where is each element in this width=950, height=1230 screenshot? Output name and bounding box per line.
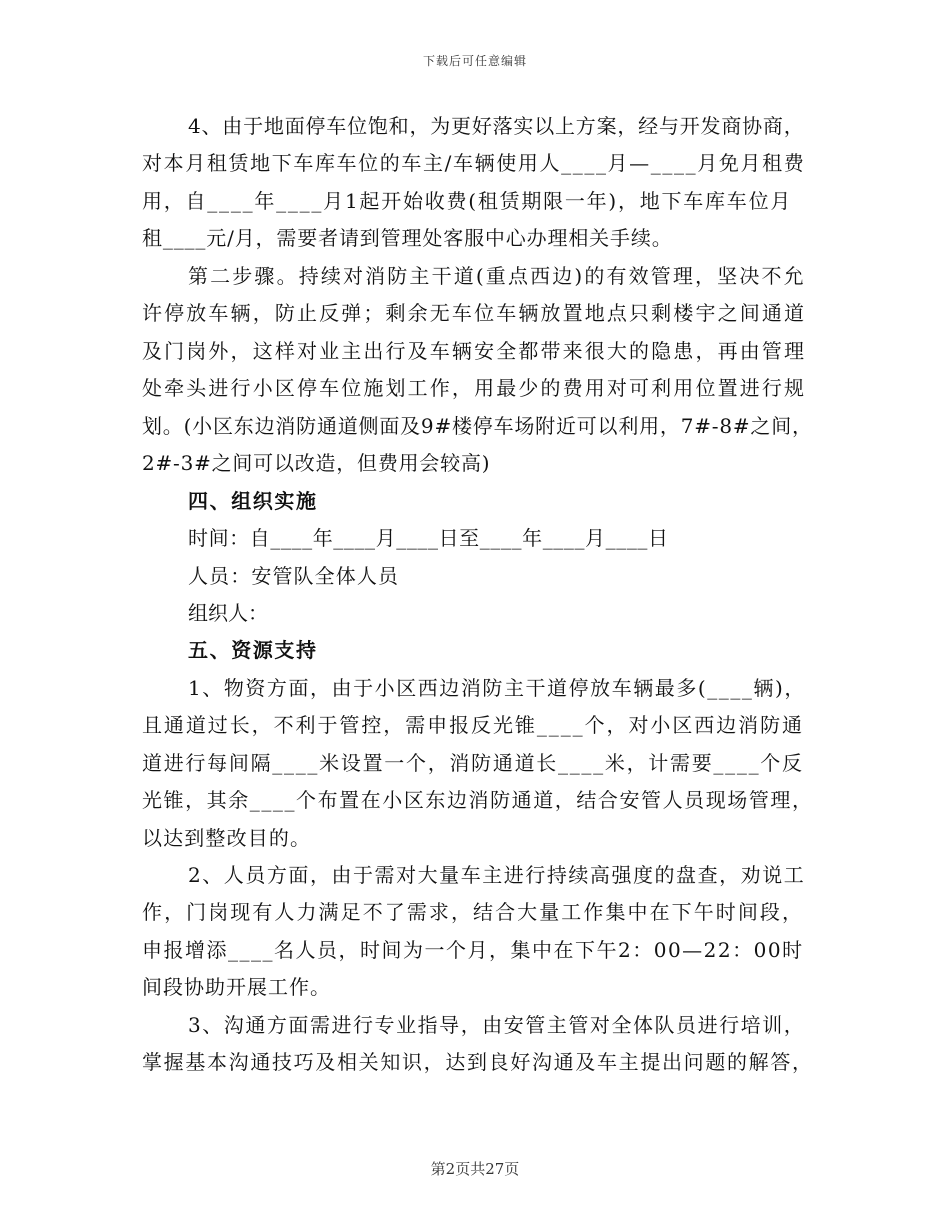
paragraph-line: 2#-3#之间可以改造，但费用会较高) (142, 451, 491, 475)
section-heading: 五、资源支持 (188, 638, 318, 662)
paragraph-line: 以达到整改目的。 (142, 826, 312, 850)
paragraph-line: 租____元/月，需要者请到管理处客服中心办理相关手续。 (142, 226, 673, 250)
paragraph-line: 及门岗外，这样对业主出行及车辆安全都带来很大的隐患，再由管理 (142, 339, 807, 363)
paragraph-line: 划。(小区东边消防通道侧面及9#楼停车场附近可以利用，7#-8#之间， (142, 414, 813, 438)
page-header: 下载后可任意编辑 (422, 54, 527, 68)
paragraph-line: 1、物资方面，由于小区西边消防主干道停放车辆最多(____辆)， (188, 676, 806, 700)
paragraph-line: 许停放车辆，防止反弹；剩余无车位车辆放置地点只剩楼宇之间通道 (142, 301, 807, 325)
paragraph-line: 人员：安管队全体人员 (188, 564, 400, 588)
paragraph-line: 处牵头进行小区停车位施划工作，用最少的费用对可利用位置进行规 (142, 376, 807, 400)
paragraph-line: 掌握基本沟通技巧及相关知识，达到良好沟通及车主提出问题的解答， (142, 1050, 814, 1074)
paragraph-line: 作，门岗现有人力满足不了需求，结合大量工作集中在下午时间段， (142, 900, 805, 924)
paragraph-line: 3、沟通方面需进行专业指导，由安管主管对全体队员进行培训， (188, 1013, 806, 1037)
paragraph-line: 对本月租赁地下车库车位的车主/车辆使用人____月—____月免月租费 (142, 151, 806, 175)
paragraph-line: 用，自____年____月1起开始收费(租赁期限一年)，地下车库车位月 (142, 189, 793, 213)
paragraph-line: 时间：自____年____月____日至____年____月____日 (188, 526, 669, 550)
section-heading: 四、组织实施 (188, 489, 318, 513)
paragraph-line: 光锥，其余____个布置在小区东边消防通道，结合安管人员现场管理， (142, 788, 814, 812)
paragraph-line: 申报增添____名人员，时间为一个月，集中在下午2：00—22：00时 (142, 938, 804, 962)
paragraph-line: 2、人员方面，由于需对大量车主进行持续高强度的盘查，劝说工 (188, 863, 806, 887)
paragraph-line: 组织人： (188, 601, 268, 625)
paragraph-line: 间段协助开展工作。 (142, 975, 331, 999)
paragraph-line: 第二步骤。持续对消防主干道(重点西边)的有效管理，坚决不允 (188, 264, 806, 288)
page-footer: 第2页共27页 (430, 1160, 520, 1178)
paragraph-line: 且通道过长，不利于管控，需申报反光锥____个，对小区西边消防通 (142, 713, 804, 737)
paragraph-line: 道进行每间隔____米设置一个，消防通道长____米，计需要____个反 (142, 751, 804, 775)
paragraph-line: 4、由于地面停车位饱和，为更好落实以上方案，经与开发商协商， (188, 114, 805, 138)
